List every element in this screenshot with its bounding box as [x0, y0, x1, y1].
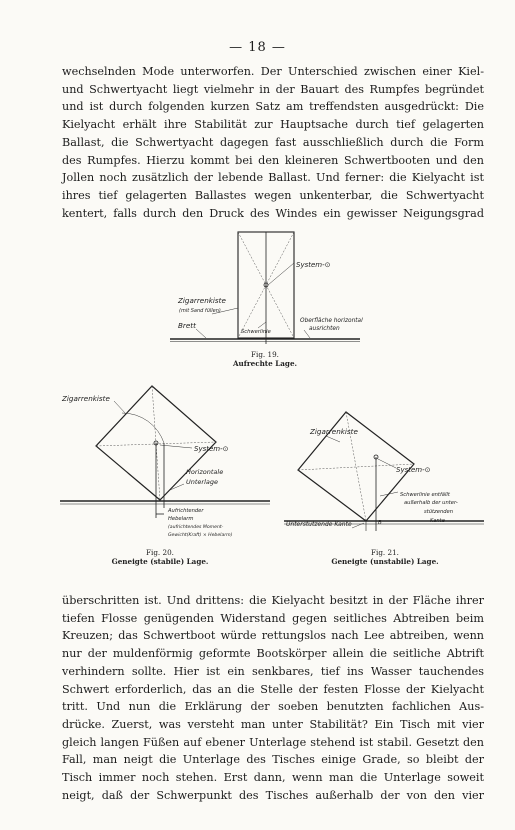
label-schwerlinie: Schwerlinie entfällt — [400, 492, 450, 498]
paragraph-bottom — [62, 592, 484, 804]
figure-19-caption — [195, 350, 335, 368]
text-line: Kielyacht erhält ihre Stabilität zur Hauptsache durch tief gelagerten — [62, 118, 484, 132]
label-horizontale: Horizontale — [186, 468, 224, 476]
figure-19-title: Aufrechte Lage. — [232, 359, 298, 368]
label-unterlage: Unterlage — [186, 478, 219, 486]
text-line: und ist durch folgenden kurzen Satz am treffendsten ausgedrückt: Die — [62, 100, 484, 114]
label-zigarrenkiste: Zigarrenkiste — [310, 427, 358, 436]
label-kante: Kante — [430, 518, 445, 524]
figure-21-caption — [325, 548, 445, 566]
leader-line — [160, 445, 192, 448]
text-line: tritt. Und nun die Erklärung der soeben benutzten fachlichen Aus- — [62, 700, 484, 714]
leader-line — [380, 492, 398, 496]
page-number: — 18 — — [229, 40, 286, 55]
label-schwerlinie: Schwerlinie — [241, 329, 271, 335]
figure-20-caption — [100, 548, 220, 566]
figure-20-drawing — [56, 380, 271, 545]
label-unterstuetzende: Unterstützende Kante — [286, 521, 352, 528]
text-line: und Schwertyacht liegt vielmehr in der Bauart des Rumpfes begründet — [62, 82, 484, 96]
text-line: ihres tief gelagerten Ballastes wegen unkenterbar, die Schwertyacht — [62, 188, 484, 202]
leader-line — [378, 459, 396, 468]
leader-line — [258, 322, 266, 328]
label-brett: Brett — [178, 321, 196, 330]
text-line: gleich langen Füßen auf ebener Unterlage stehend ist stabil. Gesetzt den — [62, 735, 484, 749]
label-system: System-⊙ — [396, 466, 431, 474]
arc — [122, 413, 164, 443]
figure-21-number: Fig. 21. — [371, 548, 399, 557]
label-system: System-⊙ — [194, 445, 229, 453]
text-line: nur der muldenförmig geformte Bootskörper allein die seitliche Abtrift — [62, 647, 484, 661]
text-line: Tisch immer noch stehen. Erst dann, wenn man die Unterlage soweit — [62, 771, 484, 785]
label-oberflaeche: Oberfläche horizontal — [300, 318, 363, 324]
figure-20 — [56, 380, 271, 545]
label-ausserhalb: außerhalb der unter- — [404, 500, 458, 506]
figure-21 — [284, 406, 484, 546]
text-line: drücke. Zuerst, was versteht man unter Stabilität? Ein Tisch mit vier — [62, 717, 484, 731]
figure-20-title: Geneigte (stabile) Lage. — [111, 557, 209, 566]
figure-21-title: Geneigte (unstabile) Lage. — [331, 557, 439, 566]
figure-20-number: Fig. 20. — [146, 548, 174, 557]
text-line: neigt, daß der Schwerpunkt des Tisches außerhalb der von den vier — [62, 788, 484, 802]
label-aufrichtendes: (aufrichtendes Moment- — [168, 525, 224, 530]
figure-19 — [170, 226, 363, 356]
label-stuetzenden: stützenden — [424, 509, 454, 515]
label-aufrichtender: Aufrichtender — [168, 508, 204, 514]
text-line: Fall, man neigt die Unterlage des Tisches einige Grade, so bleibt der — [62, 753, 484, 767]
figure-19-number: Fig. 19. — [251, 350, 279, 359]
label-hebelarm: Hebelarm — [168, 516, 194, 522]
text-line: Ballast, die Schwertyacht dagegen fast ausschließlich durch die Form — [62, 135, 484, 149]
text-line: wechselnden Mode unterworfen. Der Unterschied zwischen einer Kiel- — [62, 65, 484, 78]
label-zigarrenkiste: Zigarrenkiste — [62, 394, 110, 403]
text-line: Jollen noch zusätzlich der lebende Ballast. Und ferner: die Kielyacht ist — [62, 171, 484, 185]
label-gewicht: Gewicht(Kraft) × Hebelarm) — [168, 533, 233, 538]
text-line: überschritten ist. Und drittens: die Kielyacht besitzt in der Fläche ihrer — [62, 594, 484, 607]
paragraph-top — [62, 63, 484, 222]
label-zigarrenkiste: Zigarrenkiste — [178, 296, 226, 305]
leader-line — [326, 436, 340, 442]
text-line: Kreuzen; das Schwertboot würde rettungslos nach Lee abtreiben, wenn — [62, 629, 484, 643]
label-system: System-⊙ — [296, 261, 331, 269]
label-b: B — [378, 520, 382, 526]
text-line: Schwert erforderlich, das an die Stelle der festen Flosse der Kielyacht — [62, 682, 484, 696]
text-line: tiefen Flosse genügenden Widerstand gegen seitliches Abtreiben beim — [62, 611, 484, 625]
label-mit-sand: (mit Sand füllen) — [179, 308, 221, 314]
label-ausrichten: ausrichten — [309, 326, 340, 332]
figure-21-drawing — [284, 406, 484, 546]
leader-line — [196, 329, 206, 338]
text-line: des Rumpfes. Hierzu kommt bei den kleineren Schwertbooten und den — [62, 153, 484, 167]
text-line: verhindern sollte. Hier ist ein senkbares, tief ins Wasser tauchendes — [62, 664, 484, 678]
leader-line — [114, 401, 126, 414]
text-line: kentert, falls durch den Druck des Windes ein gewisser Neigungsgrad — [62, 206, 484, 220]
figure-19-drawing — [170, 226, 363, 356]
